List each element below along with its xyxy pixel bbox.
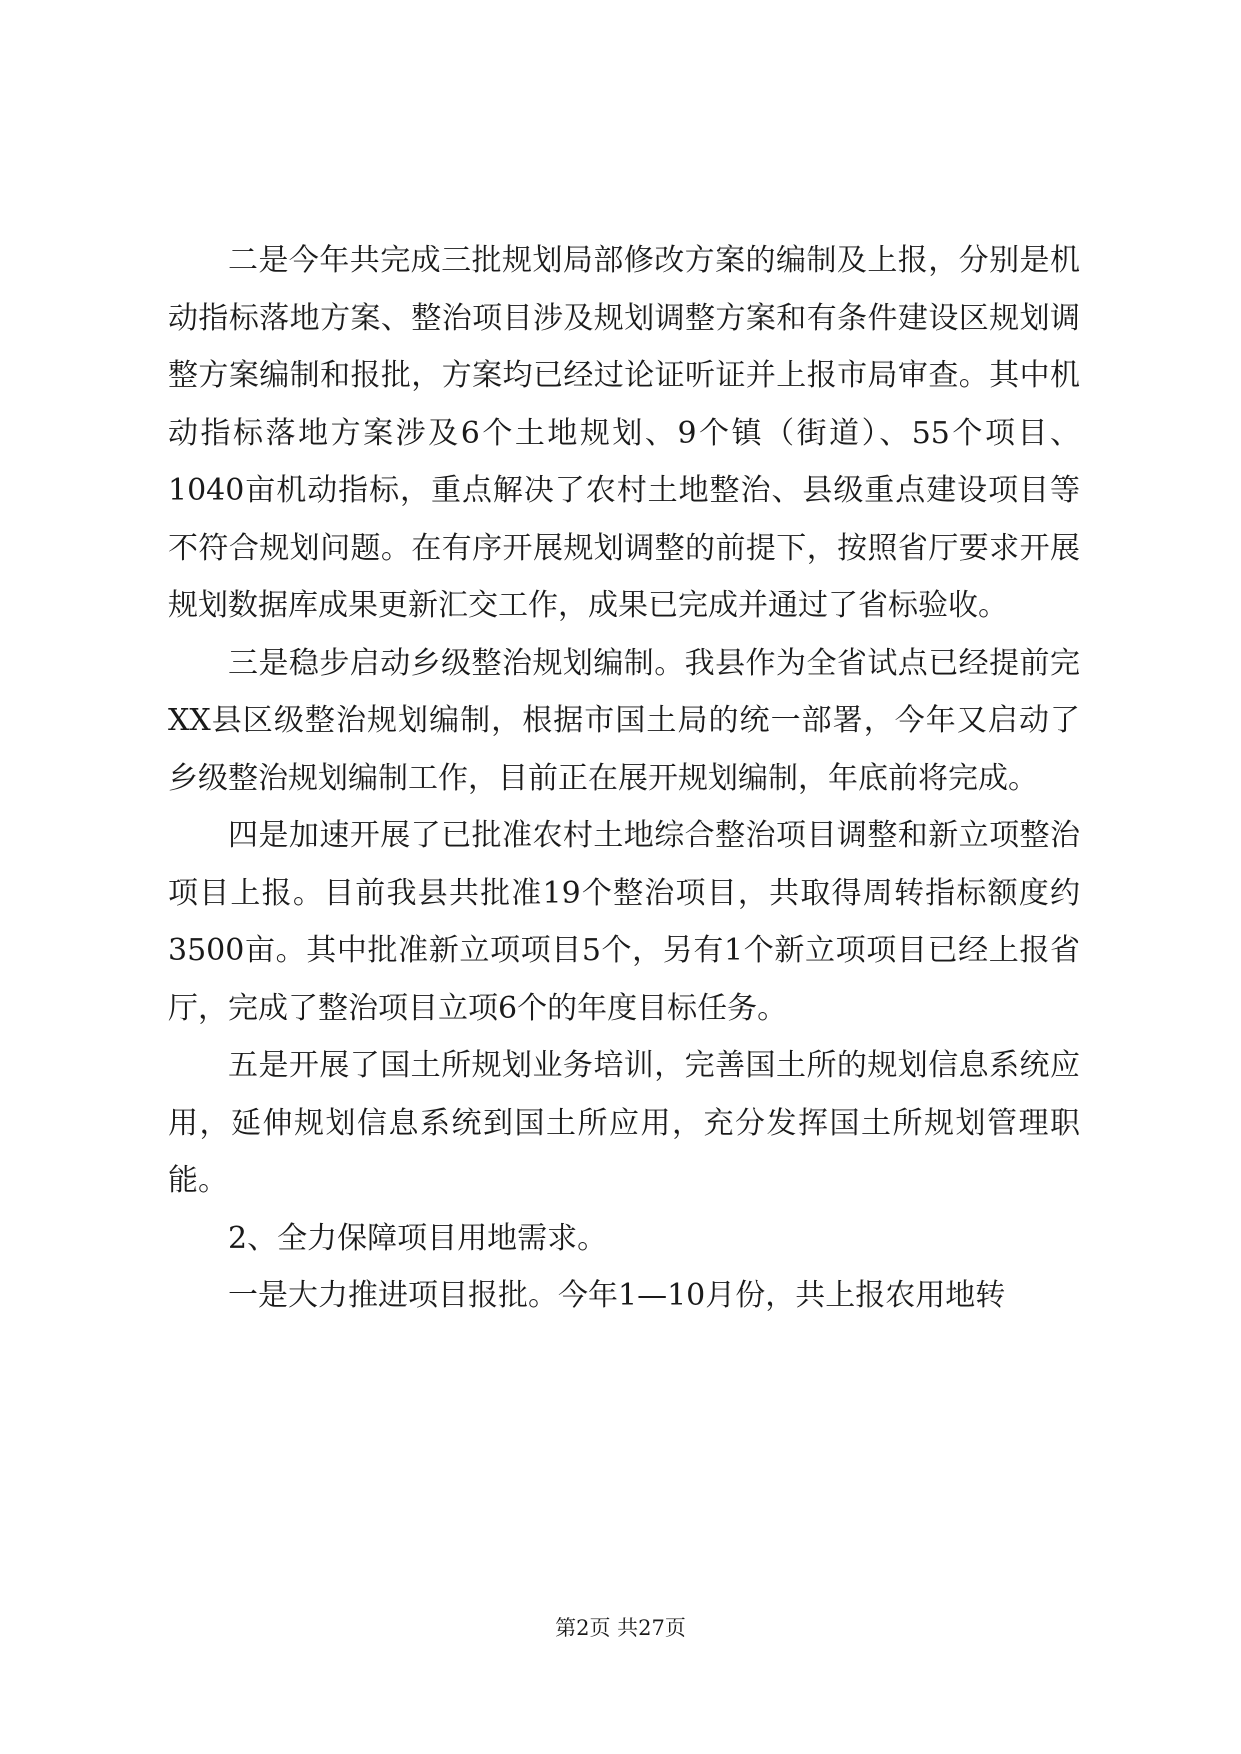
paragraph-township-planning: 三是稳步启动乡级整治规划编制。我县作为全省试点已经提前完XX县区级整治规划编制，根据市国土局的统一部署，今年又启动了乡级整治规划编制工作，目前正在展开规划编制，年底前将完成。 [168,645,1080,796]
paragraph-training: 五是开展了国土所规划业务培训，完善国土所的规划信息系统应用，延伸规划信息系统到国土所应用，充分发挥国土所规划管理职能。 [168,1048,1080,1198]
paragraph-consolidation-projects: 四是加速开展了已批准农村土地综合整治项目调整和新立项整治项目上报。目前我县共批准19个整治项目，共取得周转指标额度约3500亩。其中批准新立项项目5个，另有1个新立项项目已经上报省厅，完成了整治项目立项6个的年度目标任务。 [168,818,1080,1026]
section-heading-land-use: 2、全力保障项目用地需求。 [228,1220,608,1256]
page-number-footer: 第2页 共27页 [555,1616,686,1640]
paragraph-planning-revision: 二是今年共完成三批规划局部修改方案的编制及上报，分别是机动指标落地方案、整治项目涉及规划调整方案和有条件建设区规划调整方案编制和报批，方案均已经过论证听证并上报市局审查。其中机动指标落地方案涉及6个土地规划、9个镇（街道）、55个项目、1040亩机动指标，重点解决了农村土地整治、县级重点建设项目等不符合规划问题。在有序开展规划调整的前提下，按照省厅要求开展规划数据库成果更新汇交工作，成果已完成并通过了省标验收。 [168,243,1080,623]
document-body [168,232,1080,1325]
paragraph-project-approval: 一是大力推进项目报批。今年1—10月份，共上报农用地转 [228,1278,1006,1313]
